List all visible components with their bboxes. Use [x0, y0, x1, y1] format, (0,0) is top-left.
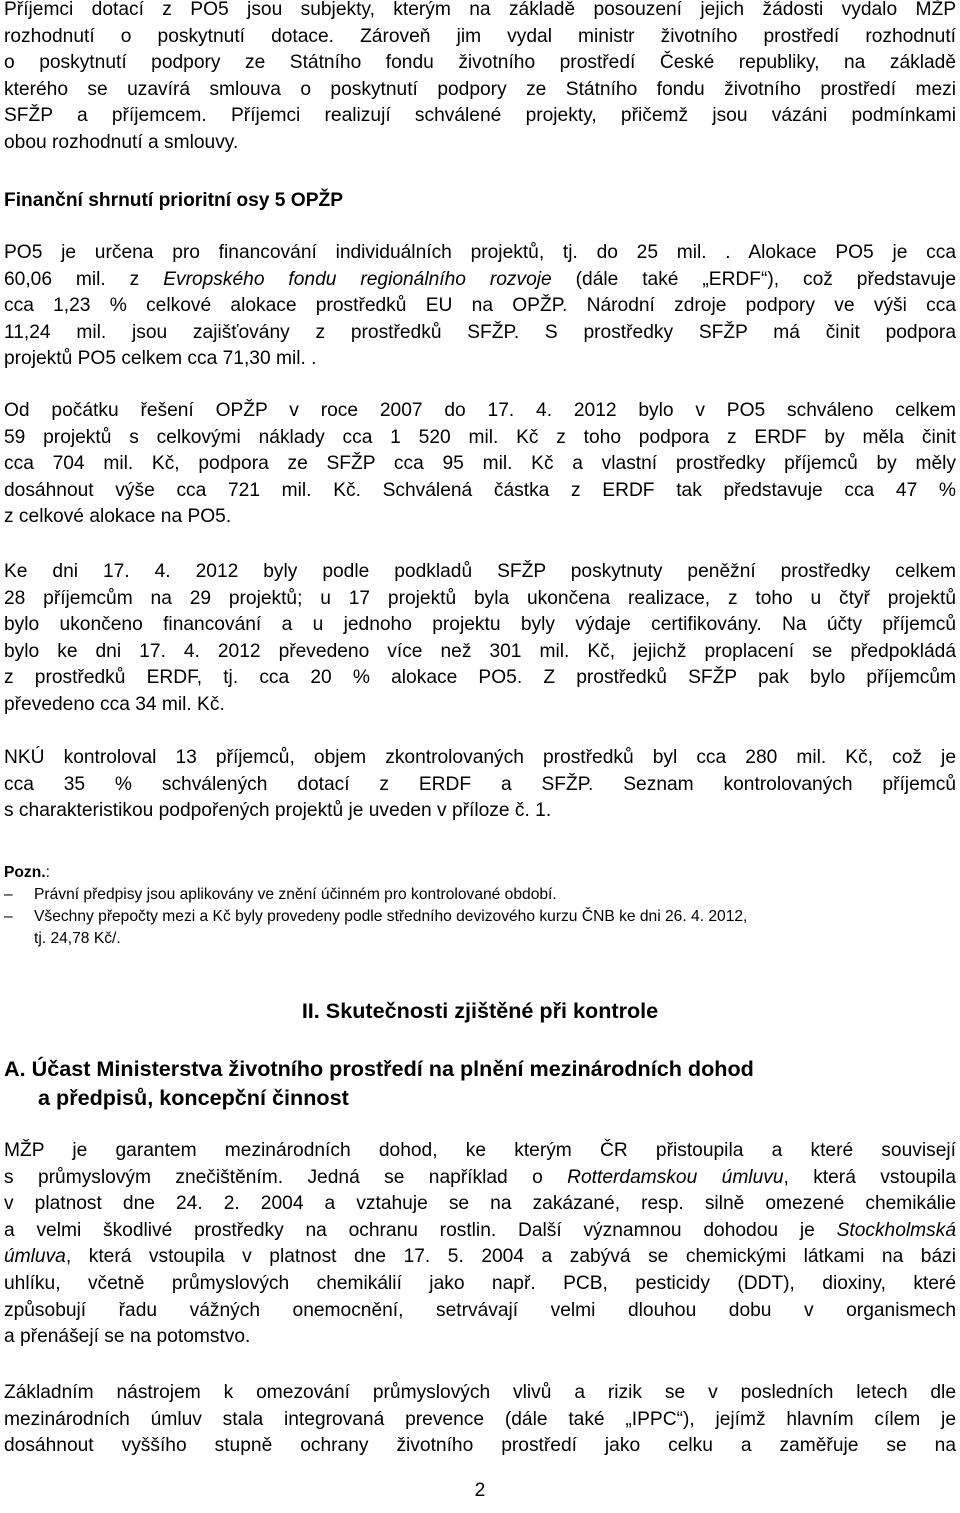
text-line: 60,06 mil. z Evropského fondu regionálního rozvoje (dále také „ERDF“), což představuje — [4, 268, 956, 290]
text-line: o poskytnutí podpory ze Státního fondu životního prostředí České republiky, na základě — [4, 52, 956, 74]
text-line: MŽP je garantem mezinárodních dohod, ke kterým ČR přistoupila a které souvisejí — [4, 1140, 956, 1161]
dash-bullet: – — [4, 908, 13, 925]
text-line: převedeno cca 34 mil. Kč. — [4, 693, 225, 715]
note-block — [4, 862, 956, 950]
text-line: uhlíku, včetně průmyslových chemikálií jako např. PCB, pesticidy (DDT), dioxiny, které — [4, 1272, 956, 1294]
page-number: 2 — [474, 1480, 486, 1501]
text-line: PO5 je určena pro financování individuálních projektů, tj. do 25 mil. . Alokace PO5 je cca — [4, 242, 956, 263]
text-line: Od počátku řešení OPŽP v roce 2007 do 17. 4. 2012 bylo v PO5 schváleno celkem — [4, 400, 956, 421]
paragraph-po5-allocation — [4, 240, 956, 373]
text-line: v platnost dne 24. 2. 2004 a vztahuje se na zakázané, resp. silně omezené chemikálie — [4, 1193, 956, 1215]
text-line: 59 projektů s celkovými náklady cca 1 520 mil. Kč z toho podpora z ERDF by měla činit — [4, 426, 956, 448]
text-line: cca 35 % schválených dotací z ERDF a SFŽP. Seznam kontrolovaných příjemců — [4, 773, 956, 795]
text-line: projektů PO5 celkem cca 71,30 mil. . — [4, 348, 317, 370]
paragraph-approved-projects — [4, 398, 956, 531]
text-line: bylo ke dni 17. 4. 2012 převedeno více než 301 mil. Kč, jejichž proplacení se předpokládá — [4, 640, 956, 662]
erdf-name: Evropského fondu regionálního rozvoje — [163, 268, 552, 290]
note-item: – Všechny přepočty mezi a Kč byly provedeny podle středního devizového kurzu ČNB ke dni 26. 4. 2012, tj. 24,78 Kč/. — [4, 908, 748, 947]
text-line: z celkové alokace na PO5. — [4, 506, 232, 528]
text-line: obou rozhodnutí a smlouvy. — [4, 131, 239, 153]
text-line: rozhodnutí o poskytnutí dotace. Zároveň jim vydal ministr životního prostředí rozhodnutí — [4, 25, 956, 47]
paragraph-recipients — [4, 0, 956, 157]
text-line: dosáhnout výše cca 721 mil. Kč. Schválená částka z ERDF tak představuje cca 47 % — [4, 479, 956, 501]
note-item: – Právní předpisy jsou aplikovány ve znění účinném pro kontrolované období. — [4, 884, 956, 906]
text-line: cca 1,23 % celkové alokace prostředků EU na OPŽP. Národní zdroje podpory ve výši cca — [4, 295, 956, 317]
text-line: Příjemci dotací z PO5 jsou subjekty, kterým na základě posouzení jejich žádosti vydalo MŽP — [4, 0, 956, 20]
dash-bullet: – — [4, 886, 13, 903]
text-line: s průmyslovým znečištěním. Jedná se například o Rotterdamskou úmluvu, která vstoupila — [4, 1166, 956, 1188]
text-line: Ke dni 17. 4. 2012 byly podle podkladů SFŽP poskytnuty peněžní prostředky celkem — [4, 561, 956, 582]
rotterdam-convention: Rotterdamskou úmluvu — [567, 1166, 784, 1188]
paragraph-nku-audit — [4, 745, 956, 825]
text-line: NKÚ kontroloval 13 příjemců, objem zkontrolovaných prostředků byl cca 280 mil. Kč, což je — [4, 747, 956, 768]
text-line: SFŽP a příjemcem. Příjemci realizují schválené projekty, přičemž jsou vázáni podmínkami — [4, 105, 956, 127]
subsection-title: A. Účast Ministerstva životního prostředí na plnění mezinárodních dohod a předpisů, koncepční činnost — [4, 1056, 754, 1110]
text-line: 28 příjemcům na 29 projektů; u 17 projektů byla ukončena realizace, z toho u čtyř projektů — [4, 587, 956, 609]
section-title: II. Skutečnosti zjištěné při kontrole — [301, 998, 659, 1023]
text-line: bylo ukončeno financování a u jednoho projektu byly výdaje certifikovány. Na účty příjemců — [4, 614, 956, 636]
text-line: z prostředků ERDF, tj. cca 20 % alokace PO5. Z prostředků SFŽP pak bylo příjemcům — [4, 667, 956, 689]
text-line: s charakteristikou podpořených projektů je uveden v příloze č. 1. — [4, 800, 552, 822]
text-line: dosáhnout vyššího stupně ochrany životního prostředí jako celku a zaměřuje se na — [4, 1435, 956, 1457]
paragraph-international-agreements — [4, 1138, 956, 1351]
text-line: a velmi škodlivé prostředky na ochranu rostlin. Další významnou dohodou je Stockholmská — [4, 1219, 956, 1241]
heading-financial-summary: Finanční shrnutí prioritní osy 5 OPŽP — [4, 190, 344, 211]
paragraph-ippc — [4, 1380, 956, 1460]
text-line: Základním nástrojem k omezování průmyslových vlivů a rizik se v posledních letech dle — [4, 1382, 956, 1403]
text-line: a přenášejí se na potomstvo. — [4, 1326, 251, 1348]
note-label: Pozn.: — [4, 864, 50, 881]
text-line: způsobují řadu vážných onemocnění, setrvávají velmi dlouhou dobu v organismech — [4, 1299, 956, 1321]
text-line: úmluva, která vstoupila v platnost dne 17. 5. 2004 a zabývá se chemickými látkami na bázi — [4, 1246, 956, 1268]
paragraph-funds-provided — [4, 559, 956, 719]
text-line: 11,24 mil. jsou zajišťovány z prostředků SFŽP. S prostředky SFŽP má činit podpora — [4, 321, 956, 343]
stockholm-convention: Stockholmská — [836, 1219, 956, 1241]
text-line: kterého se uzavírá smlouva o poskytnutí podpory ze Státního fondu životního prostředí mezi — [4, 78, 956, 100]
text-line: cca 704 mil. Kč, podpora ze SFŽP cca 95 mil. Kč a vlastní prostředky příjemců by měly — [4, 453, 956, 475]
text-line: mezinárodních úmluv stala integrovaná prevence (dále také „IPPC“), jejímž hlavním cílem je — [4, 1408, 956, 1430]
